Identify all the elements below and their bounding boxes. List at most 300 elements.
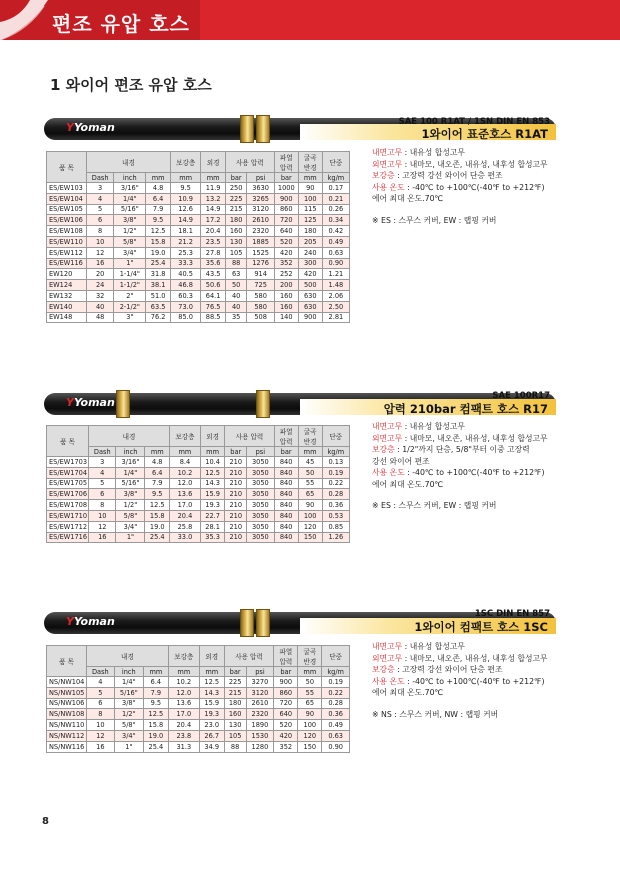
col-inner: 내경: [89, 426, 170, 447]
value-cell: 15.9: [200, 489, 225, 500]
model-cell: ES/EW116: [47, 258, 87, 269]
value-cell: 9.5: [146, 215, 170, 226]
note-line: [372, 421, 548, 433]
col-bend: 굴곡 반경: [298, 152, 322, 173]
value-cell: 14.9: [201, 204, 225, 215]
table-row: [47, 193, 350, 204]
table-row: [47, 457, 350, 468]
value-cell: 1000: [274, 183, 298, 194]
note-text: : 내유성 합성고무: [402, 642, 465, 651]
brand-logo: YYoman: [66, 121, 115, 134]
value-cell: 0.63: [322, 247, 349, 258]
value-cell: 580: [247, 301, 274, 312]
note-text: : -40℃ to +100℃(-40℉ to +212℉): [404, 676, 545, 686]
value-cell: 3050: [247, 457, 275, 468]
value-cell: 1/2": [114, 226, 146, 237]
value-cell: 90: [298, 500, 322, 511]
value-cell: 1.48: [322, 280, 349, 291]
col-burst: 파열 압력: [274, 152, 298, 173]
value-cell: 88: [224, 741, 246, 752]
value-cell: 3/16": [114, 183, 146, 194]
col-pressure: 사용 압력: [225, 152, 274, 173]
value-cell: 5/8": [116, 510, 145, 521]
value-cell: 840: [274, 532, 298, 543]
unit-inch: inch: [114, 667, 143, 677]
value-cell: 1525: [247, 247, 274, 258]
value-cell: 14.3: [200, 478, 225, 489]
product-name: 1와이어 표준호스 R1AT: [421, 127, 548, 141]
value-cell: 3/8": [114, 215, 146, 226]
model-cell: ES/EW110: [47, 236, 87, 247]
value-cell: 15.8: [145, 510, 170, 521]
value-cell: 630: [298, 290, 322, 301]
note-label: 사용 온도: [372, 182, 405, 192]
note-line: [372, 664, 548, 676]
unit-psi: psi: [246, 667, 274, 677]
model-cell: EW148: [47, 312, 87, 323]
value-cell: 725: [247, 280, 274, 291]
unit-mm: mm: [200, 447, 225, 457]
value-cell: 580: [247, 290, 274, 301]
value-cell: 25.4: [143, 741, 168, 752]
product-notes: [372, 147, 548, 226]
value-cell: 55: [298, 478, 322, 489]
value-cell: 2320: [246, 709, 274, 720]
value-cell: 520: [274, 720, 298, 731]
value-cell: 3120: [246, 687, 274, 698]
value-cell: 630: [298, 301, 322, 312]
col-pressure: 사용 압력: [225, 426, 274, 447]
table-row: [47, 698, 350, 709]
table-row: [47, 532, 350, 543]
model-cell: ES/EW112: [47, 247, 87, 258]
note-label: 보강층: [372, 171, 395, 180]
value-cell: 420: [274, 247, 298, 258]
section-title: 1 와이어 편조 유압 호스: [50, 76, 212, 94]
table-row: [47, 521, 350, 532]
value-cell: 5/8": [114, 720, 143, 731]
value-cell: 100: [298, 720, 322, 731]
value-cell: 31.3: [168, 741, 199, 752]
value-cell: 15.8: [143, 720, 168, 731]
value-cell: 31.8: [146, 269, 170, 280]
table-row: [47, 236, 350, 247]
value-cell: 200: [274, 280, 298, 291]
value-cell: 40: [225, 301, 247, 312]
value-cell: 1530: [246, 730, 274, 741]
value-cell: 130: [224, 720, 246, 731]
table-row: [47, 290, 350, 301]
table-row: [47, 500, 350, 511]
value-cell: 0.36: [322, 709, 350, 720]
value-cell: 1-1/4": [114, 269, 146, 280]
value-cell: 900: [274, 193, 298, 204]
value-cell: 225: [225, 193, 247, 204]
value-cell: 1/2": [114, 709, 143, 720]
value-cell: 8: [89, 500, 116, 511]
value-cell: 3: [89, 457, 116, 468]
value-cell: 4: [89, 467, 116, 478]
value-cell: 0.53: [322, 510, 349, 521]
col-inner: 내경: [87, 152, 171, 173]
unit-mm: mm: [170, 173, 201, 183]
value-cell: 6.4: [145, 467, 170, 478]
value-cell: 8: [87, 226, 114, 237]
value-cell: 25.8: [170, 521, 201, 532]
unit-bar: bar: [225, 447, 247, 457]
value-cell: 12.6: [170, 204, 201, 215]
unit-kgm: kg/m: [322, 667, 350, 677]
value-cell: 50: [225, 280, 247, 291]
value-cell: 51.0: [146, 290, 170, 301]
value-cell: 120: [298, 730, 322, 741]
note-text: : 내유성 합성고무: [402, 422, 465, 431]
value-cell: 85.0: [170, 312, 201, 323]
table-row: [47, 478, 350, 489]
value-cell: 1276: [247, 258, 274, 269]
value-cell: 210: [225, 532, 247, 543]
value-cell: 12.5: [143, 709, 168, 720]
value-cell: 2.81: [322, 312, 349, 323]
table-row: [47, 258, 350, 269]
value-cell: 2320: [247, 226, 274, 237]
note-text: : 1/2"까지 단층, 5/8"부터 이중 고장력: [394, 445, 530, 454]
value-cell: 5/16": [116, 478, 145, 489]
value-cell: 65: [298, 698, 322, 709]
value-cell: 12.5: [146, 226, 170, 237]
table-row: [47, 741, 350, 752]
value-cell: 90: [298, 709, 322, 720]
value-cell: 0.22: [322, 687, 350, 698]
note-line: [372, 182, 548, 194]
table-row: [47, 226, 350, 237]
value-cell: 25.4: [146, 258, 170, 269]
value-cell: 20.4: [170, 510, 201, 521]
col-outer: 외경: [201, 152, 225, 173]
value-cell: 1/2": [116, 500, 145, 511]
value-cell: 125: [298, 215, 322, 226]
value-cell: 12.5: [200, 467, 225, 478]
value-cell: 840: [274, 510, 298, 521]
value-cell: 160: [274, 301, 298, 312]
product-spec: SAE 100 R1AT / 1SN DIN EN 853: [398, 117, 550, 127]
hose-fitting-icon: [256, 609, 270, 637]
unit-mm: mm: [298, 173, 322, 183]
value-cell: 0.28: [322, 489, 349, 500]
value-cell: 0.49: [322, 236, 349, 247]
cover-footnote: ※ ES : 스무스 커버, EW : 랩핑 커버: [372, 501, 497, 510]
value-cell: 4: [87, 677, 115, 688]
unit-bar: bar: [225, 173, 247, 183]
value-cell: 3120: [247, 204, 274, 215]
note-text: : 고장력 강선 와이어 단층 편조: [394, 171, 503, 180]
value-cell: 1/4": [114, 677, 143, 688]
value-cell: 840: [274, 457, 298, 468]
spec-table: [46, 425, 350, 543]
value-cell: 13.2: [201, 193, 225, 204]
value-cell: 105: [224, 730, 246, 741]
value-cell: 13.6: [168, 698, 199, 709]
value-cell: 23.5: [201, 236, 225, 247]
table-row: [47, 467, 350, 478]
unit-mm: mm: [298, 447, 322, 457]
value-cell: 215: [225, 204, 247, 215]
note-text: : 내유성 합성고무: [402, 148, 465, 157]
value-cell: 63.5: [146, 301, 170, 312]
value-cell: 55: [298, 687, 322, 698]
value-cell: 3/16": [116, 457, 145, 468]
value-cell: 23.0: [199, 720, 224, 731]
value-cell: 6: [89, 489, 116, 500]
product-spec: SAE 100R17: [492, 391, 550, 401]
value-cell: 130: [225, 236, 247, 247]
table-row: [47, 183, 350, 194]
col-inner: 내경: [87, 646, 169, 667]
value-cell: 3/4": [114, 247, 146, 258]
value-cell: 0.90: [322, 741, 350, 752]
value-cell: 40: [225, 290, 247, 301]
value-cell: 6: [87, 698, 115, 709]
value-cell: 19.0: [146, 247, 170, 258]
model-cell: NS/NW112: [47, 730, 87, 741]
value-cell: 48: [87, 312, 114, 323]
value-cell: 1885: [247, 236, 274, 247]
value-cell: 3265: [247, 193, 274, 204]
value-cell: 12: [89, 521, 116, 532]
col-model: 품 목: [47, 426, 89, 457]
model-cell: ES/EW108: [47, 226, 87, 237]
value-cell: 32: [87, 290, 114, 301]
model-cell: ES/EW104: [47, 193, 87, 204]
unit-inch: inch: [116, 447, 145, 457]
value-cell: 24: [87, 280, 114, 291]
value-cell: 1/4": [116, 467, 145, 478]
note-line: [372, 687, 548, 699]
value-cell: 40: [87, 301, 114, 312]
value-cell: 210: [225, 521, 247, 532]
table-row: [47, 720, 350, 731]
value-cell: 16: [87, 258, 114, 269]
value-cell: 7.9: [143, 687, 168, 698]
value-cell: 64.1: [201, 290, 225, 301]
value-cell: 508: [247, 312, 274, 323]
note-text: 강선 와이어 편조: [372, 456, 430, 466]
model-cell: ES/EW106: [47, 215, 87, 226]
value-cell: 160: [225, 226, 247, 237]
value-cell: 0.17: [322, 183, 349, 194]
value-cell: 225: [224, 677, 246, 688]
value-cell: 13.6: [170, 489, 201, 500]
value-cell: 88: [225, 258, 247, 269]
note-label: 외면고무: [372, 433, 403, 443]
note-label: 외면고무: [372, 159, 403, 169]
value-cell: 3": [114, 312, 146, 323]
value-cell: 6: [87, 215, 114, 226]
value-cell: 90: [298, 183, 322, 194]
col-outer: 외경: [199, 646, 224, 667]
value-cell: 0.28: [322, 698, 350, 709]
product-name: 1와이어 컴팩트 호스 1SC: [414, 620, 548, 634]
value-cell: 43.5: [201, 269, 225, 280]
value-cell: 7.9: [146, 204, 170, 215]
value-cell: 3050: [247, 467, 275, 478]
value-cell: 180: [224, 698, 246, 709]
value-cell: 840: [274, 521, 298, 532]
brand-logo: YYoman: [66, 396, 115, 409]
value-cell: 12: [87, 730, 115, 741]
value-cell: 0.42: [322, 226, 349, 237]
value-cell: 860: [274, 687, 298, 698]
unit-dash: Dash: [89, 447, 116, 457]
value-cell: 33.3: [170, 258, 201, 269]
model-cell: NS/NW108: [47, 709, 87, 720]
hose-fitting-icon: [256, 390, 270, 418]
col-weight: 단중: [322, 152, 349, 173]
value-cell: 914: [247, 269, 274, 280]
header-bar: [0, 0, 620, 40]
model-cell: NS/NW110: [47, 720, 87, 731]
col-bend: 굴곡 반경: [298, 646, 322, 667]
value-cell: 252: [274, 269, 298, 280]
value-cell: 210: [225, 510, 247, 521]
table-row: [47, 247, 350, 258]
value-cell: 3050: [247, 521, 275, 532]
table-row: [47, 687, 350, 698]
value-cell: 640: [274, 226, 298, 237]
note-line: [372, 653, 548, 665]
value-cell: 7.9: [145, 478, 170, 489]
value-cell: 12.5: [145, 500, 170, 511]
value-cell: 500: [298, 280, 322, 291]
value-cell: 210: [225, 457, 247, 468]
value-cell: 73.0: [170, 301, 201, 312]
unit-psi: psi: [247, 447, 275, 457]
note-text: : -40℃ to +100℃(-40℉ to +212℉): [404, 468, 545, 477]
model-cell: ES/EW1703: [47, 457, 89, 468]
value-cell: 21.2: [170, 236, 201, 247]
note-label: 사용 온도: [372, 676, 405, 686]
value-cell: 5: [89, 478, 116, 489]
value-cell: 3050: [247, 500, 275, 511]
value-cell: 35.3: [200, 532, 225, 543]
value-cell: 115: [298, 204, 322, 215]
value-cell: 840: [274, 478, 298, 489]
value-cell: 50: [298, 467, 322, 478]
value-cell: 25.4: [145, 532, 170, 543]
table-row: [47, 709, 350, 720]
value-cell: 250: [225, 183, 247, 194]
note-label: 사용 온도: [372, 468, 405, 477]
note-line: [372, 641, 548, 653]
value-cell: 1.21: [322, 269, 349, 280]
value-cell: 76.2: [146, 312, 170, 323]
value-cell: 6.4: [146, 193, 170, 204]
table-row: [47, 301, 350, 312]
value-cell: 10: [89, 510, 116, 521]
note-text: 에어 최대 온도.70℃: [372, 479, 444, 489]
value-cell: 11.9: [201, 183, 225, 194]
value-cell: 4.8: [146, 183, 170, 194]
col-weight: 단중: [322, 646, 350, 667]
value-cell: 840: [274, 467, 298, 478]
hose-fitting-icon: [256, 115, 270, 143]
model-cell: EW120: [47, 269, 87, 280]
col-outer: 외경: [200, 426, 225, 447]
value-cell: 520: [274, 236, 298, 247]
spec-table: [46, 645, 350, 753]
col-burst: 파열 압력: [274, 426, 298, 447]
value-cell: 35: [225, 312, 247, 323]
value-cell: 35.6: [201, 258, 225, 269]
brand-logo: YYoman: [66, 615, 115, 628]
note-line: [372, 433, 548, 445]
header-swoosh-icon: [0, 0, 48, 40]
model-cell: NS/NW106: [47, 698, 87, 709]
value-cell: 9.5: [170, 183, 201, 194]
model-cell: ES/EW1705: [47, 478, 89, 489]
value-cell: 45: [298, 457, 322, 468]
note-label: 보강층: [372, 665, 395, 674]
unit-dash: Dash: [87, 173, 114, 183]
value-cell: 240: [298, 247, 322, 258]
value-cell: 5: [87, 204, 114, 215]
col-bend: 굴곡 반경: [298, 426, 322, 447]
note-label: 내면고무: [372, 642, 403, 651]
value-cell: 1280: [246, 741, 274, 752]
value-cell: 0.13: [322, 457, 349, 468]
note-line: [372, 170, 548, 182]
value-cell: 17.0: [170, 500, 201, 511]
unit-bar: bar: [274, 173, 298, 183]
value-cell: 300: [298, 258, 322, 269]
value-cell: 420: [298, 269, 322, 280]
value-cell: 3/8": [116, 489, 145, 500]
value-cell: 6.4: [143, 677, 168, 688]
value-cell: 3/8": [114, 698, 143, 709]
value-cell: 15.8: [146, 236, 170, 247]
value-cell: 4.8: [145, 457, 170, 468]
page-header-title: 편조 유압 호스: [52, 12, 190, 36]
value-cell: 19.3: [200, 500, 225, 511]
value-cell: 8: [87, 709, 115, 720]
unit-bar: bar: [274, 447, 298, 457]
model-cell: ES/EW1704: [47, 467, 89, 478]
value-cell: 3050: [247, 532, 275, 543]
value-cell: 1.26: [322, 532, 349, 543]
note-text: 에어 최대 온도.70℃: [372, 194, 444, 203]
value-cell: 0.19: [322, 677, 350, 688]
value-cell: 720: [274, 215, 298, 226]
value-cell: 160: [224, 709, 246, 720]
note-line: [372, 479, 548, 491]
cover-footnote: ※ ES : 스무스 커버, EW : 랩핑 커버: [372, 215, 497, 225]
model-cell: ES/EW105: [47, 204, 87, 215]
value-cell: 352: [274, 258, 298, 269]
value-cell: 12.0: [170, 478, 201, 489]
table-row: [47, 730, 350, 741]
model-cell: ES/EW1712: [47, 521, 89, 532]
value-cell: 210: [225, 478, 247, 489]
hose-fitting-icon: [240, 115, 254, 143]
value-cell: 1": [116, 532, 145, 543]
value-cell: 5/16": [114, 204, 146, 215]
value-cell: 46.8: [170, 280, 201, 291]
note-text: : 고장력 강선 와이어 단층 편조: [394, 665, 503, 674]
value-cell: 3: [87, 183, 114, 194]
model-cell: ES/EW1708: [47, 500, 89, 511]
value-cell: 0.36: [322, 500, 349, 511]
value-cell: 840: [274, 500, 298, 511]
